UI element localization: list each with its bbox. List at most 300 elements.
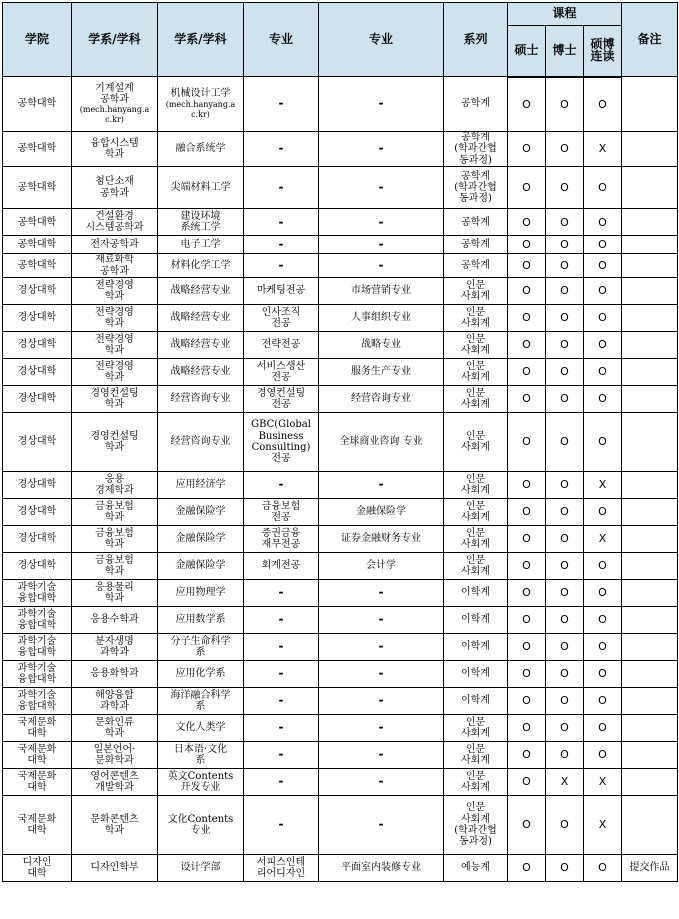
masters-cell-text: O <box>522 861 531 875</box>
department-cn-cell-text: 经营咨询专业 <box>170 436 231 448</box>
major-cn-cell <box>319 769 444 796</box>
table-row <box>3 499 678 526</box>
field-cell-text: 예능계 <box>461 862 490 874</box>
college-cell-text: 경상대학 <box>17 560 57 572</box>
major-cn-cell-text: - <box>378 477 384 492</box>
masters-cell <box>508 661 546 688</box>
table-row <box>3 278 678 305</box>
doctorate-cell-text: O <box>560 392 569 406</box>
masters-cell <box>508 359 546 386</box>
department-kr-cell-text: 전략경영 학과 <box>95 279 134 303</box>
major-kr-cell-text: - <box>278 720 284 735</box>
doctorate-cell <box>546 661 584 688</box>
combined-cell-text: O <box>598 97 607 111</box>
major-cn-cell-text: - <box>378 214 384 229</box>
major-cn-cell <box>319 132 444 167</box>
college-cell-text: 과학기술 융합대학 <box>17 635 57 659</box>
masters-cell-text: O <box>522 818 531 832</box>
table-row <box>3 386 678 413</box>
header-major-cn: 专业 <box>319 3 444 77</box>
note-cell <box>622 167 678 209</box>
department-cn-cell <box>158 526 244 553</box>
department-cn-cell <box>158 553 244 580</box>
major-cn-cell <box>319 278 444 305</box>
department-cn-cell <box>158 413 244 472</box>
doctorate-cell-text: O <box>560 640 569 654</box>
masters-cell-text: O <box>522 338 531 352</box>
department-cn-cell-text: 应用物理学 <box>175 587 226 599</box>
major-kr-cell-text: 인사조직 전공 <box>261 306 301 330</box>
major-kr-cell <box>244 278 319 305</box>
header-field: 系列 <box>444 3 508 77</box>
department-cn-cell <box>158 332 244 359</box>
field-cell-text: 공학계 <box>461 98 490 110</box>
header-doctorate: 博士 <box>546 26 584 77</box>
combined-cell-text: O <box>598 181 607 195</box>
doctorate-cell <box>546 634 584 661</box>
doctorate-cell <box>546 472 584 499</box>
major-cn-cell-text: - <box>378 666 384 681</box>
field-cell <box>444 796 508 855</box>
doctorate-cell <box>546 305 584 332</box>
department-cn-cell <box>158 305 244 332</box>
combined-cell-text: O <box>598 365 607 379</box>
masters-cell <box>508 715 546 742</box>
masters-cell-text: O <box>522 392 531 406</box>
department-kr-cell <box>72 359 158 386</box>
major-kr-cell-text: 증권금융 재무전공 <box>261 527 301 551</box>
masters-cell-text: O <box>522 532 531 546</box>
college-cell <box>3 688 72 715</box>
department-kr-cell <box>72 472 158 499</box>
combined-cell <box>584 77 622 132</box>
note-cell <box>622 278 678 305</box>
doctorate-cell-text: O <box>560 532 569 546</box>
program-table <box>2 2 678 882</box>
major-kr-cell <box>244 796 319 855</box>
field-cell <box>444 661 508 688</box>
college-cell <box>3 167 72 209</box>
major-kr-cell <box>244 386 319 413</box>
doctorate-cell <box>546 688 584 715</box>
major-kr-cell <box>244 634 319 661</box>
college-cell <box>3 742 72 769</box>
field-cell <box>444 553 508 580</box>
doctorate-cell <box>546 769 584 796</box>
doctorate-cell <box>546 278 584 305</box>
combined-cell <box>584 305 622 332</box>
department-kr-cell <box>72 254 158 278</box>
college-cell <box>3 132 72 167</box>
masters-cell-text: O <box>522 613 531 627</box>
note-cell <box>622 332 678 359</box>
major-kr-cell-text: 마케팅전공 <box>256 285 306 297</box>
masters-cell-text: O <box>522 97 531 111</box>
field-cell-text: 인문 사회계 <box>461 387 490 411</box>
department-kr-cell-text: 응용물리 학과 <box>95 581 134 605</box>
department-cn-cell-text: 应用经济学 <box>175 479 226 491</box>
field-cell-text: 인문 사회계 <box>461 770 490 794</box>
combined-cell <box>584 553 622 580</box>
department-kr-cell-text: 일본언어· 문화학과 <box>93 743 136 767</box>
doctorate-cell-text: O <box>560 258 569 272</box>
major-cn-cell <box>319 305 444 332</box>
major-cn-cell-text: 战略专业 <box>361 339 401 351</box>
table-row <box>3 359 678 386</box>
masters-cell <box>508 305 546 332</box>
doctorate-cell <box>546 77 584 132</box>
major-kr-cell-text: GBC(Global Business Consulting) 전공 <box>251 419 311 465</box>
note-cell <box>622 526 678 553</box>
table-row <box>3 472 678 499</box>
department-kr-cell-text: 재료화학 공학과 <box>95 254 134 277</box>
department-cn-cell <box>158 855 244 882</box>
major-cn-cell-text: - <box>378 237 384 252</box>
major-cn-cell-text: - <box>378 747 384 762</box>
department-kr-cell-text: 건설환경 시스템공학과 <box>85 210 144 234</box>
major-cn-cell-text: 平面室内装修专业 <box>341 862 421 874</box>
department-kr-cell-text: 첨단소재 공학과 <box>95 176 134 199</box>
combined-cell <box>584 855 622 882</box>
note-cell <box>622 254 678 278</box>
masters-cell-text: O <box>522 640 531 654</box>
combined-cell-text: O <box>598 613 607 627</box>
table-row <box>3 634 678 661</box>
masters-cell-text: O <box>522 215 531 229</box>
masters-cell <box>508 855 546 882</box>
college-cell <box>3 77 72 132</box>
major-cn-cell <box>319 209 444 236</box>
table-body <box>3 77 678 882</box>
major-kr-cell <box>244 332 319 359</box>
major-cn-cell-text: - <box>378 720 384 735</box>
doctorate-cell <box>546 209 584 236</box>
field-cell <box>444 634 508 661</box>
major-kr-cell-text: - <box>278 96 284 111</box>
field-cell-text: 인문 사회계 <box>461 430 490 454</box>
college-cell-text: 공학대학 <box>17 239 57 251</box>
field-cell-text: 인문 사회계 <box>461 500 490 524</box>
doctorate-cell <box>546 332 584 359</box>
department-cn-cell-text: 文化Contents 专业 <box>167 813 234 837</box>
major-kr-cell <box>244 688 319 715</box>
department-kr-cell-text: 전략경영 학과 <box>95 306 134 330</box>
combined-cell-text: X <box>598 478 607 492</box>
note-cell <box>622 386 678 413</box>
combined-cell-text: X <box>598 532 607 546</box>
masters-cell-text: O <box>522 505 531 519</box>
combined-cell <box>584 769 622 796</box>
college-cell-text: 경상대학 <box>17 506 57 518</box>
note-cell <box>622 305 678 332</box>
major-cn-cell <box>319 715 444 742</box>
masters-cell <box>508 553 546 580</box>
doctorate-cell-text: O <box>560 586 569 600</box>
major-cn-cell <box>319 499 444 526</box>
major-kr-cell <box>244 305 319 332</box>
header-masters: 硕士 <box>508 26 546 77</box>
combined-cell-text: X <box>598 142 607 156</box>
header-combined: 硕博 连读 <box>584 26 622 77</box>
note-cell <box>622 553 678 580</box>
college-cell <box>3 332 72 359</box>
major-cn-cell <box>319 472 444 499</box>
table-row <box>3 855 678 882</box>
department-cn-cell-text: 融合系统学 <box>175 143 226 155</box>
combined-cell <box>584 526 622 553</box>
major-cn-cell <box>319 413 444 472</box>
note-cell <box>622 715 678 742</box>
major-cn-cell <box>319 359 444 386</box>
major-cn-cell <box>319 167 444 209</box>
note-cell <box>622 132 678 167</box>
major-kr-cell-text: - <box>278 180 284 195</box>
department-kr-cell-text: 전자공학과 <box>90 239 139 251</box>
combined-cell <box>584 472 622 499</box>
doctorate-cell <box>546 715 584 742</box>
major-kr-cell <box>244 167 319 209</box>
combined-cell <box>584 796 622 855</box>
masters-cell-text: O <box>522 667 531 681</box>
masters-cell-text: O <box>522 238 531 252</box>
department-kr-cell <box>72 855 158 882</box>
major-cn-cell-text: - <box>378 141 384 156</box>
masters-cell-text: O <box>522 284 531 298</box>
field-cell <box>444 236 508 254</box>
major-kr-cell-text: - <box>278 774 284 789</box>
college-cell <box>3 305 72 332</box>
combined-cell <box>584 386 622 413</box>
masters-cell-text: O <box>522 258 531 272</box>
department-kr-cell-text: 문화인류 학과 <box>95 716 134 740</box>
header-course: 课程 <box>508 3 622 26</box>
college-cell-text: 경상대학 <box>17 312 57 324</box>
masters-cell <box>508 236 546 254</box>
department-cn-cell-text: 战略经营专业 <box>170 285 231 297</box>
header-note: 备注 <box>622 3 678 77</box>
major-kr-cell <box>244 769 319 796</box>
college-cell <box>3 413 72 472</box>
combined-cell-text: X <box>598 775 607 789</box>
college-cell-text: 과학기술 융합대학 <box>17 581 57 605</box>
major-kr-cell-text: - <box>278 257 284 272</box>
masters-cell <box>508 278 546 305</box>
major-kr-cell-text: 경영컨설팅 전공 <box>256 387 306 411</box>
college-cell-text: 과학기술 융합대학 <box>17 689 57 713</box>
doctorate-cell-text: O <box>560 284 569 298</box>
masters-cell-text: O <box>522 721 531 735</box>
department-kr-cell <box>72 688 158 715</box>
college-cell <box>3 499 72 526</box>
department-cn-cell-text: 金融保险学 <box>175 533 226 545</box>
department-kr-cell <box>72 634 158 661</box>
major-cn-cell-text: 会计学 <box>366 560 396 572</box>
department-cn-cell <box>158 634 244 661</box>
department-cn-cell-text: 设计学部 <box>180 862 221 874</box>
department-kr-cell <box>72 278 158 305</box>
department-kr-cell <box>72 769 158 796</box>
field-cell-text: 인문 사회계 <box>461 279 490 303</box>
doctorate-cell <box>546 413 584 472</box>
masters-cell-text: O <box>522 365 531 379</box>
field-cell <box>444 526 508 553</box>
combined-cell <box>584 607 622 634</box>
doctorate-cell-text: O <box>560 181 569 195</box>
department-cn-cell <box>158 236 244 254</box>
note-cell <box>622 472 678 499</box>
masters-cell <box>508 413 546 472</box>
note-cell <box>622 77 678 132</box>
department-url: (mech.hanyang.a c.kr) <box>79 105 150 125</box>
combined-cell-text: O <box>598 721 607 735</box>
major-kr-cell <box>244 359 319 386</box>
doctorate-cell-text: X <box>560 775 569 789</box>
masters-cell-text: O <box>522 435 531 449</box>
major-cn-cell-text: - <box>378 257 384 272</box>
department-cn-cell-text: 应用化学系 <box>175 668 226 680</box>
college-cell <box>3 661 72 688</box>
department-kr-cell-text: 전략경영 학과 <box>95 333 134 357</box>
major-cn-cell-text: - <box>378 180 384 195</box>
masters-cell <box>508 607 546 634</box>
department-cn-cell <box>158 796 244 855</box>
header-department-kr: 学系/学科 <box>72 3 158 77</box>
doctorate-cell-text: O <box>560 505 569 519</box>
major-cn-cell <box>319 236 444 254</box>
department-kr-cell-text: 응용수학과 <box>90 614 139 626</box>
masters-cell-text: O <box>522 694 531 708</box>
note-cell <box>622 634 678 661</box>
department-kr-cell <box>72 715 158 742</box>
doctorate-cell <box>546 359 584 386</box>
combined-cell <box>584 634 622 661</box>
masters-cell-text: O <box>522 586 531 600</box>
major-kr-cell-text: - <box>278 747 284 762</box>
department-kr-cell <box>72 526 158 553</box>
major-kr-cell-text: 전략전공 <box>261 339 301 351</box>
note-cell <box>622 796 678 855</box>
college-cell <box>3 472 72 499</box>
department-cn-cell-text: 文化人类学 <box>175 722 226 734</box>
field-cell <box>444 499 508 526</box>
combined-cell <box>584 715 622 742</box>
doctorate-cell <box>546 742 584 769</box>
doctorate-cell-text: O <box>560 721 569 735</box>
major-cn-cell <box>319 661 444 688</box>
department-kr-cell-text: 금융보험 학과 <box>95 527 134 551</box>
field-cell <box>444 278 508 305</box>
field-cell-text: 공학계 <box>461 239 490 251</box>
note-cell <box>622 359 678 386</box>
masters-cell <box>508 499 546 526</box>
field-cell-text: 공학계 (학과간협 동과정) <box>454 132 497 166</box>
table-row <box>3 742 678 769</box>
masters-cell-text: O <box>522 142 531 156</box>
department-kr-cell <box>72 77 158 132</box>
department-cn-cell-text: 经营咨询专业 <box>170 393 231 405</box>
major-kr-cell <box>244 77 319 132</box>
table-row <box>3 769 678 796</box>
doctorate-cell-text: O <box>560 435 569 449</box>
table-row <box>3 580 678 607</box>
field-cell-text: 인문 사회계 <box>461 333 490 357</box>
major-kr-cell-text: - <box>278 666 284 681</box>
major-cn-cell-text: 服务生产专业 <box>351 366 411 378</box>
masters-cell <box>508 580 546 607</box>
field-cell-text: 인문 사회계 <box>461 306 490 330</box>
major-cn-cell-text: 证券金融财务专业 <box>341 533 421 545</box>
major-kr-cell-text: - <box>278 214 284 229</box>
field-cell-text: 이학계 <box>461 641 490 653</box>
major-cn-cell <box>319 553 444 580</box>
major-cn-cell-text: 金融保险学 <box>356 506 406 518</box>
doctorate-cell-text: O <box>560 613 569 627</box>
doctorate-cell <box>546 167 584 209</box>
masters-cell <box>508 769 546 796</box>
major-kr-cell-text: 금융보험 전공 <box>261 500 301 524</box>
department-url: (mech.hanyang.a c.kr) <box>165 99 236 119</box>
college-cell <box>3 634 72 661</box>
field-cell <box>444 209 508 236</box>
note-cell <box>622 769 678 796</box>
combined-cell-text: O <box>598 586 607 600</box>
department-cn-cell-text: 战略经营专业 <box>170 366 231 378</box>
college-cell-text: 국제문화 대학 <box>17 716 57 740</box>
major-kr-cell <box>244 413 319 472</box>
combined-cell-text: O <box>598 861 607 875</box>
masters-cell <box>508 332 546 359</box>
major-kr-cell <box>244 472 319 499</box>
major-kr-cell-text: - <box>278 141 284 156</box>
major-kr-cell <box>244 132 319 167</box>
doctorate-cell-text: O <box>560 559 569 573</box>
doctorate-cell-text: O <box>560 667 569 681</box>
department-kr-cell <box>72 386 158 413</box>
college-cell <box>3 607 72 634</box>
doctorate-cell-text: O <box>560 215 569 229</box>
department-kr-cell <box>72 132 158 167</box>
major-kr-cell <box>244 742 319 769</box>
combined-cell-text: O <box>598 392 607 406</box>
major-cn-cell-text: 经营咨询专业 <box>351 393 411 405</box>
field-cell-text: 인문 사회계 <box>461 527 490 551</box>
combined-cell <box>584 209 622 236</box>
college-cell-text: 과학기술 융합대학 <box>17 608 57 632</box>
doctorate-cell-text: O <box>560 861 569 875</box>
combined-cell-text: X <box>598 818 607 832</box>
table-row <box>3 167 678 209</box>
table-row <box>3 526 678 553</box>
college-cell <box>3 526 72 553</box>
field-cell-text: 이학계 <box>461 668 490 680</box>
doctorate-cell-text: O <box>560 694 569 708</box>
college-cell-text: 국제문화 대학 <box>17 743 57 767</box>
department-cn-cell-text: 日本语·文化 系 <box>173 743 228 767</box>
table-row <box>3 305 678 332</box>
major-cn-cell <box>319 332 444 359</box>
major-kr-cell <box>244 526 319 553</box>
department-cn-cell <box>158 254 244 278</box>
department-cn-cell <box>158 661 244 688</box>
department-kr-cell <box>72 209 158 236</box>
doctorate-cell-text: O <box>560 338 569 352</box>
masters-cell-text: O <box>522 775 531 789</box>
masters-cell <box>508 472 546 499</box>
major-kr-cell-text: - <box>278 237 284 252</box>
combined-cell <box>584 359 622 386</box>
department-cn-cell <box>158 472 244 499</box>
college-cell-text: 디자인 대학 <box>22 856 52 880</box>
